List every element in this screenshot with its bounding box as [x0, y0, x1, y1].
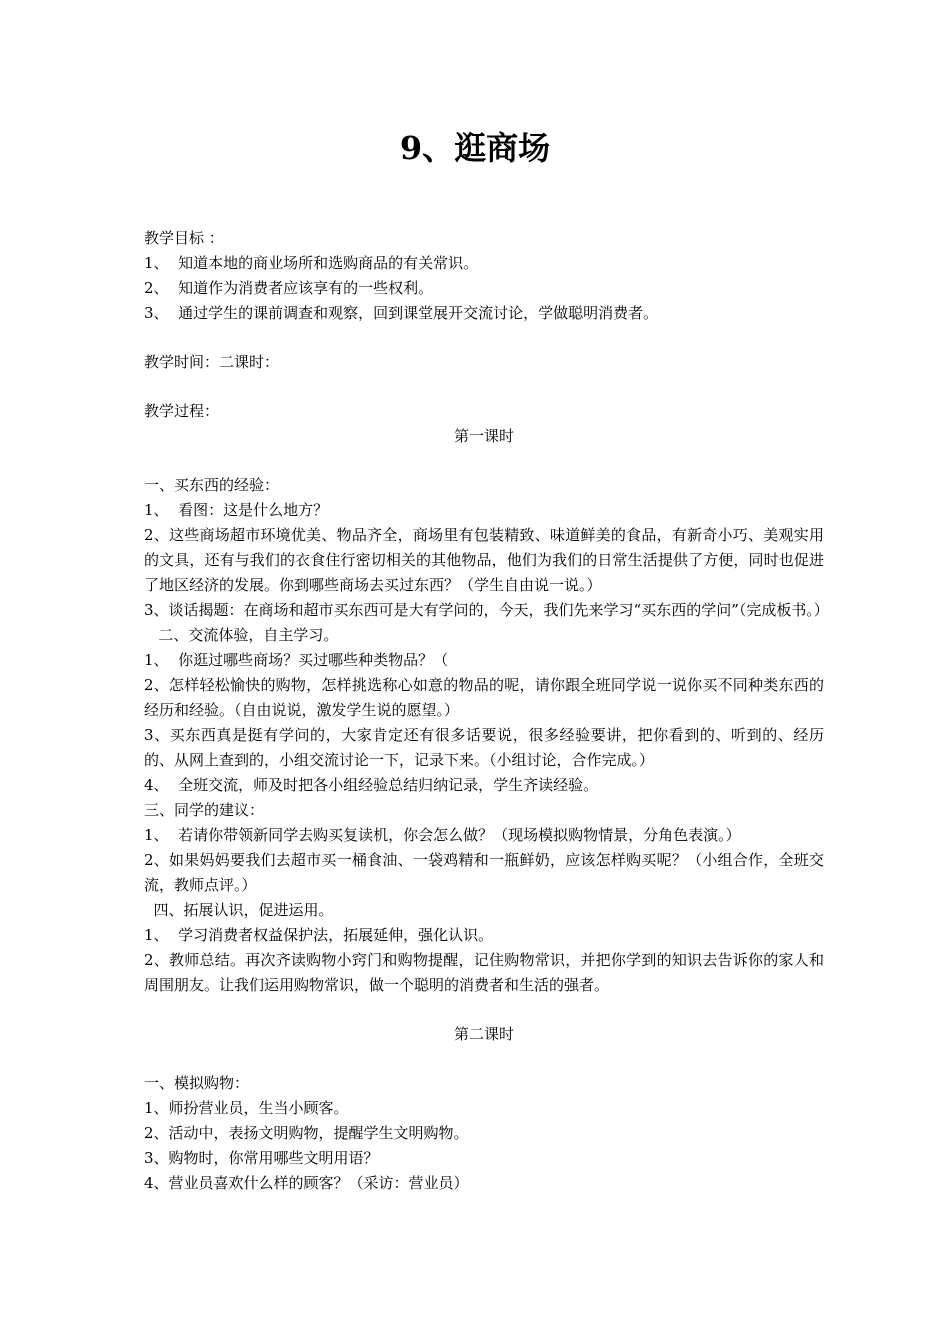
list-item: 1、 看图：这是什么地方？: [144, 501, 329, 519]
list-item: 4、营业员喜欢什么样的顾客？（采访：营业员）: [144, 1174, 469, 1192]
spacer: [144, 326, 824, 350]
list-item: 1、师扮营业员，生当小顾客。: [144, 1099, 349, 1117]
lesson-2-heading: 第二课时: [453, 1025, 514, 1043]
list-item: 2、怎样轻松愉快的购物，怎样挑选称心如意的物品的呢，请你跟全班同学说一说你买不同种类东西的经历和经验。（自由说说，激发学生说的愿望。）: [144, 676, 824, 719]
list-item: 3、谈话揭题：在商场和超市买东西可是大有学问的，今天，我们先来学习“买东西的学问”（完成板书。）: [144, 601, 829, 619]
spacer: [144, 449, 824, 473]
spacer: [144, 375, 824, 399]
teaching-time: 教学时间：二课时：: [144, 353, 280, 371]
section-heading: 二、交流体验，自主学习。: [144, 626, 339, 644]
document-title: 9、逛商场: [399, 129, 551, 167]
lesson-1-heading: 第一课时: [453, 427, 514, 445]
list-item: 2、教师总结。再次齐读购物小窍门和购物提醒，记住购物常识，并把你学到的知识去告诉你的家人和周围朋友。让我们运用购物常识，做一个聪明的消费者和生活的强者。: [144, 951, 824, 994]
goal-item: 2、 知道作为消费者应该享有的一些权利。: [144, 279, 434, 297]
list-item: 2、如果妈妈要我们去超市买一桶食油、一袋鸡精和一瓶鲜奶，应该怎样购买呢？（小组合作，全班交流，教师点评。）: [144, 851, 824, 894]
section-heading: 四、拓展认识，促进运用。: [144, 901, 334, 919]
list-item: 1、 你逛过哪些商场？买过哪些种类物品？（: [144, 651, 449, 669]
document-body: [144, 226, 829, 1196]
section-heading: 三、同学的建议：: [144, 801, 265, 819]
goal-item: 3、 通过学生的课前调查和观察，回到课堂展开交流讨论，学做聪明消费者。: [144, 304, 659, 322]
list-item: 2、这些商场超市环境优美、物品齐全，商场里有包装精致、味道鲜美的食品，有新奇小巧、美观实用的文具，还有与我们的衣食住行密切相关的其他物品，他们为我们的日常生活提供了方便，同时也促进了地区经济的发展。你到哪些商场去买过东西？（学生自由说一说。）: [144, 526, 824, 594]
section-heading: 一、模拟购物：: [144, 1074, 250, 1092]
list-item: 4、 全班交流，师及时把各小组经验总结归纳记录，学生齐读经验。: [144, 776, 599, 794]
list-item: 1、 学习消费者权益保护法，拓展延伸，强化认识。: [144, 926, 494, 944]
list-item: 3、买东西真是挺有学问的，大家肯定还有很多话要说，很多经验要讲，把你看到的、听到的、经历的、从网上查到的，小组交流讨论一下，记录下来。（小组讨论，合作完成。）: [144, 726, 824, 769]
goal-item: 1、 知道本地的商业场所和选购商品的有关常识。: [144, 254, 479, 272]
list-item: 3、购物时，你常用哪些文明用语？: [144, 1149, 379, 1167]
spacer: [144, 1047, 824, 1071]
section-heading: 一、买东西的经验：: [144, 476, 280, 494]
goals-heading: 教学目标 ：: [144, 229, 224, 247]
process-heading: 教学过程：: [144, 402, 220, 420]
spacer: [144, 998, 824, 1022]
list-item: 2、活动中，表扬文明购物，提醒学生文明购物。: [144, 1124, 469, 1142]
list-item: 1、 若请你带领新同学去购买复读机，你会怎么做？（现场模拟购物情景，分角色表演。）: [144, 826, 741, 844]
